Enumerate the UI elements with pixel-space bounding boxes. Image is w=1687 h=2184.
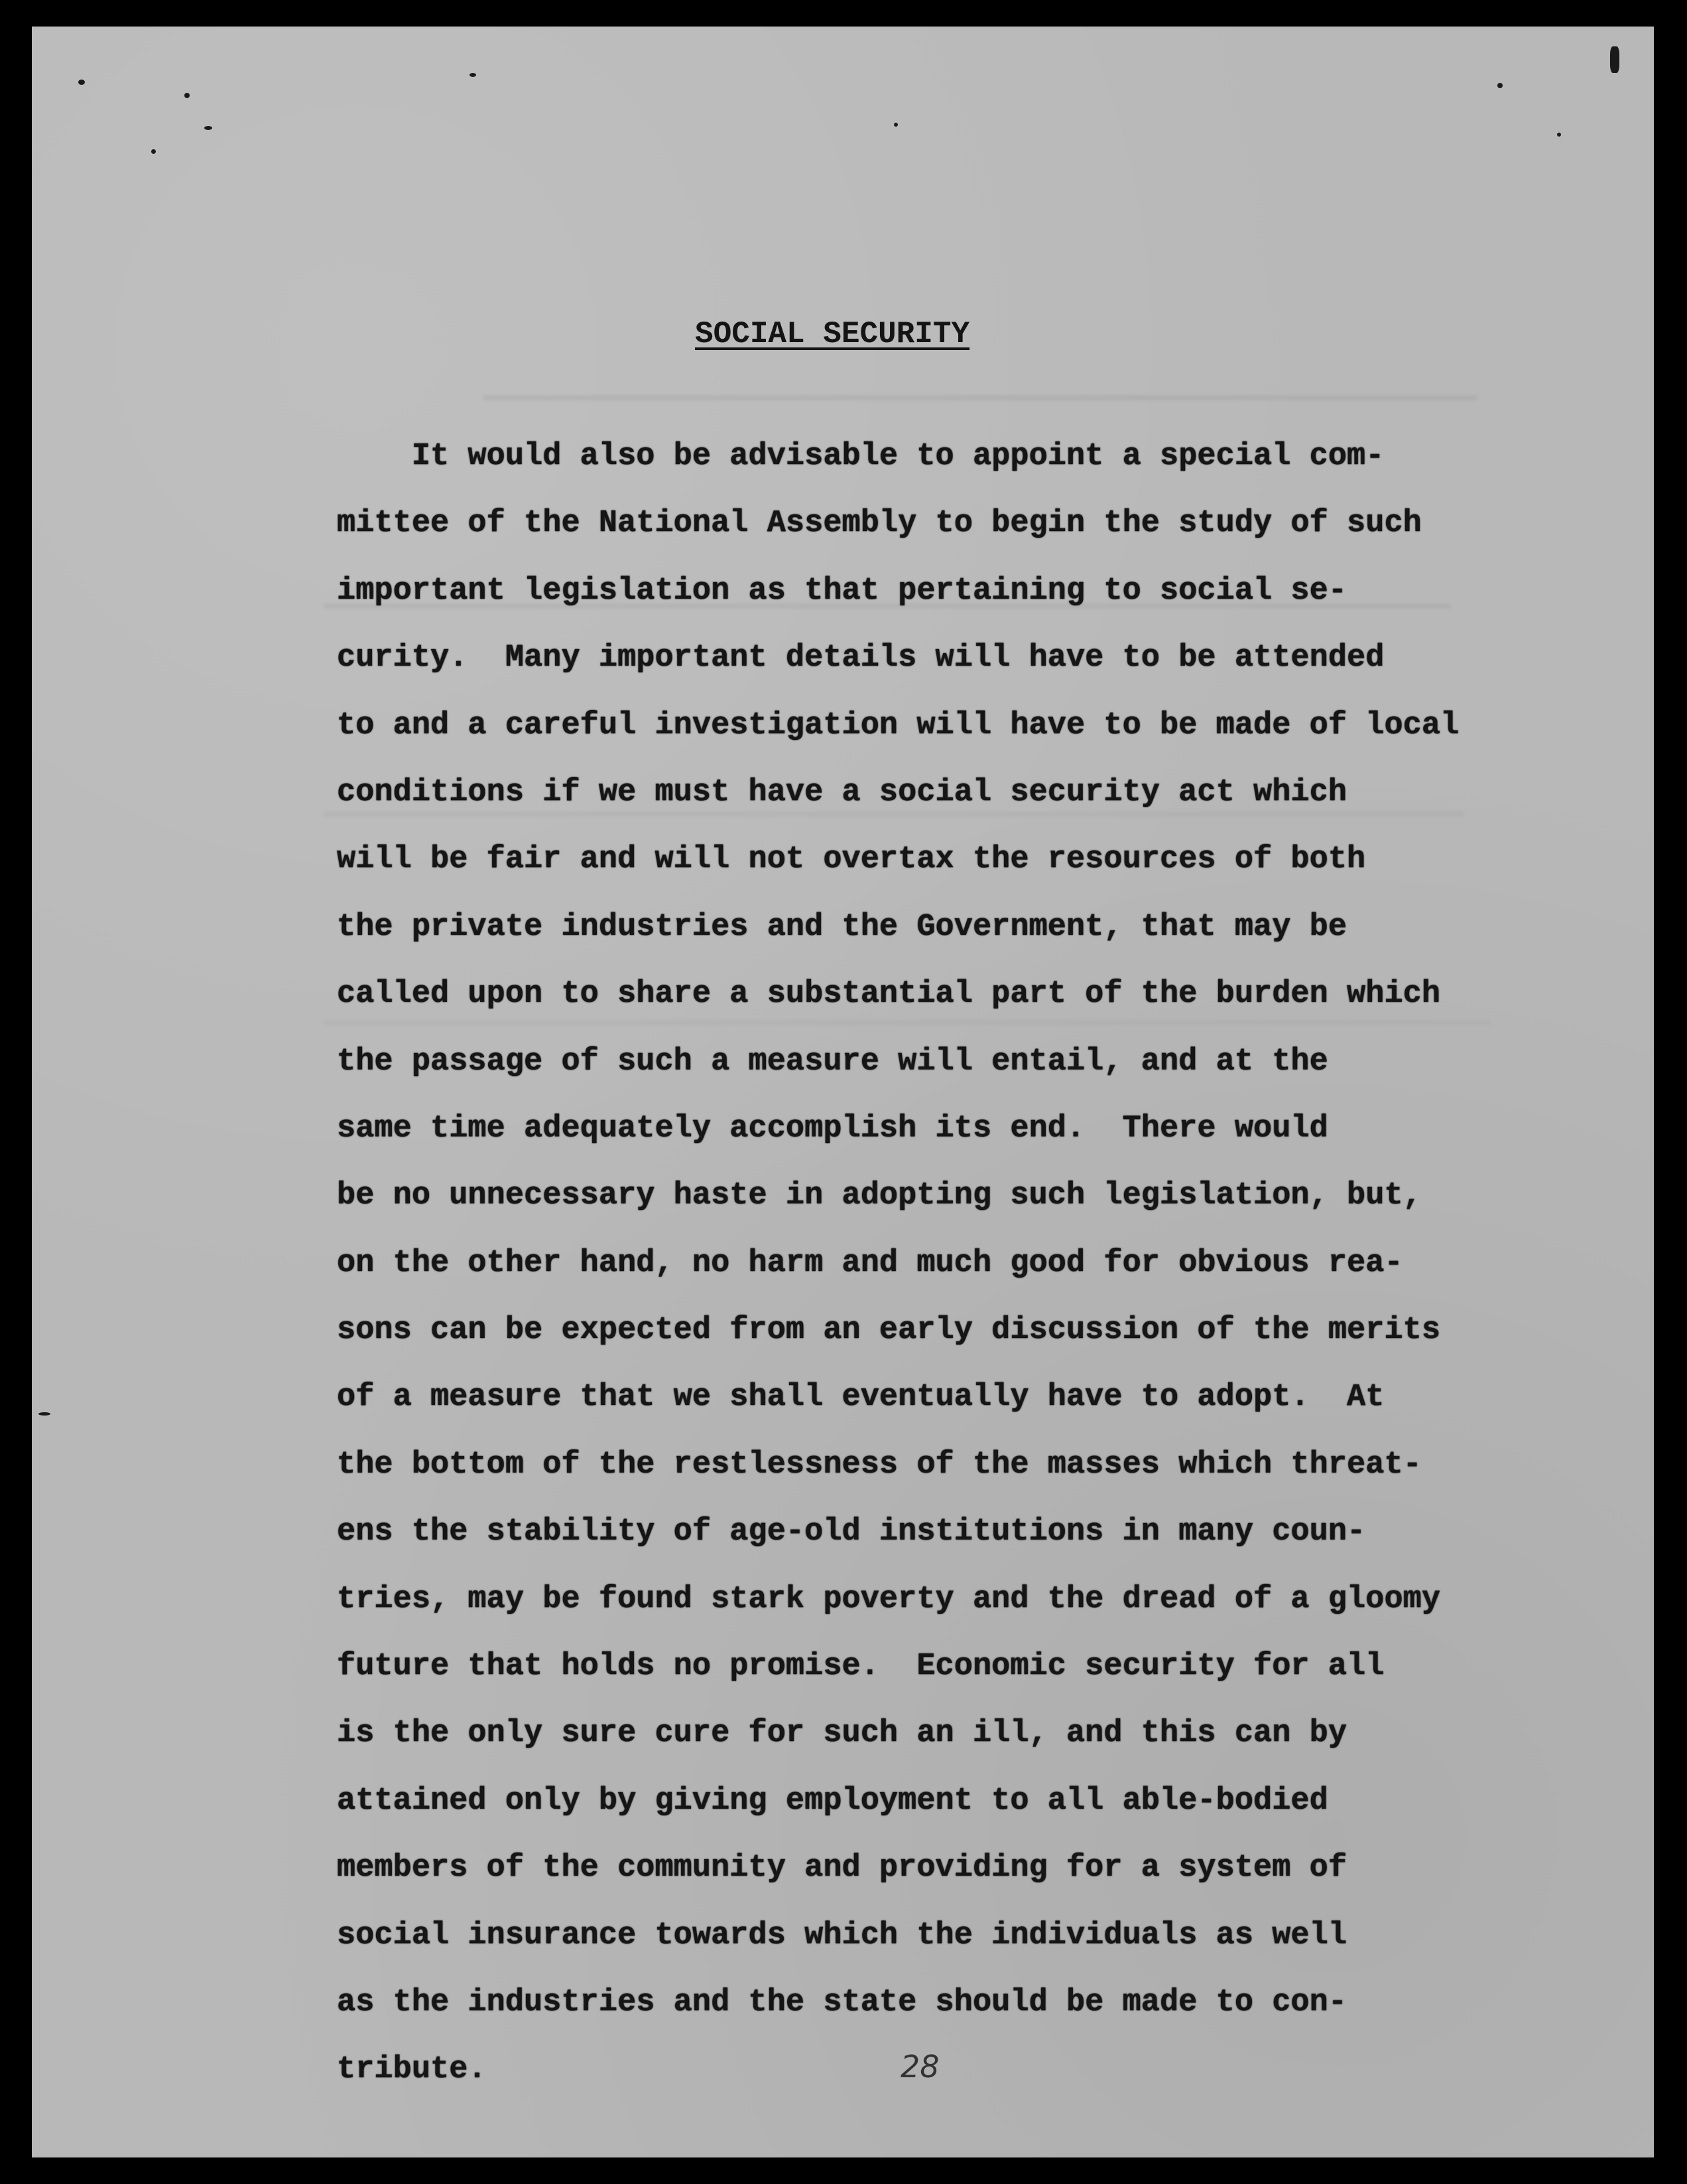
text-line: will be fair and will not overtax the resources of both — [337, 842, 1366, 878]
dust-speck — [469, 73, 476, 77]
dust-speck — [38, 1412, 50, 1416]
dust-speck — [204, 126, 212, 130]
dust-speck — [184, 93, 190, 98]
dust-speck — [1497, 83, 1503, 88]
text-line: important legislation as that pertaining to social se- — [337, 573, 1347, 609]
text-line: the private industries and the Government, that may be — [337, 909, 1347, 945]
text-line: on the other hand, no harm and much good for obvious rea- — [337, 1245, 1403, 1281]
body-text — [337, 423, 1610, 2104]
text-line: tribute. — [337, 2052, 487, 2088]
text-line: attained only by giving employment to all able-bodied — [337, 1783, 1328, 1819]
dust-speck — [78, 80, 85, 85]
document-page — [32, 27, 1654, 2157]
text-line: the bottom of the restlessness of the masses which threat- — [337, 1447, 1422, 1483]
dust-speck — [1610, 46, 1619, 73]
text-line: same time adequately accomplish its end. There would — [337, 1111, 1328, 1146]
text-line: the passage of such a measure will entail, and at the — [337, 1044, 1328, 1079]
text-line: is the only sure cure for such an ill, and this can by — [337, 1716, 1347, 1752]
text-line: ens the stability of age-old institutions in many coun- — [337, 1514, 1366, 1550]
dust-speck — [151, 149, 156, 154]
page-number: 28 — [901, 2049, 940, 2085]
text-line: to and a careful investigation will have to be made of local — [337, 707, 1460, 743]
text-line: mittee of the National Assembly to begin the study of such — [337, 506, 1422, 542]
text-line: called upon to share a substantial part of the burden which — [337, 977, 1441, 1012]
text-line: of a measure that we shall eventually have to adopt. At — [337, 1380, 1385, 1416]
text-line: It would also be advisable to appoint a special com- — [337, 439, 1385, 474]
text-line: be no unnecessary haste in adopting such legislation, but, — [337, 1178, 1422, 1214]
dust-speck — [894, 123, 898, 127]
text-line: tries, may be found stark poverty and the dread of a gloomy — [337, 1581, 1441, 1617]
text-line: sons can be expected from an early discussion of the merits — [337, 1313, 1441, 1349]
text-line: conditions if we must have a social security act which — [337, 774, 1347, 810]
text-line: future that holds no promise. Economic security for all — [337, 1649, 1385, 1685]
text-line: as the industries and the state should be made to con- — [337, 1984, 1347, 2020]
section-title: SOCIAL SECURITY — [695, 317, 970, 351]
dust-speck — [1557, 133, 1561, 137]
text-line: curity. Many important details will have to be attended — [337, 640, 1385, 676]
text-line: social insurance towards which the individuals as well — [337, 1917, 1347, 1953]
text-line: members of the community and providing for a system of — [337, 1850, 1347, 1886]
